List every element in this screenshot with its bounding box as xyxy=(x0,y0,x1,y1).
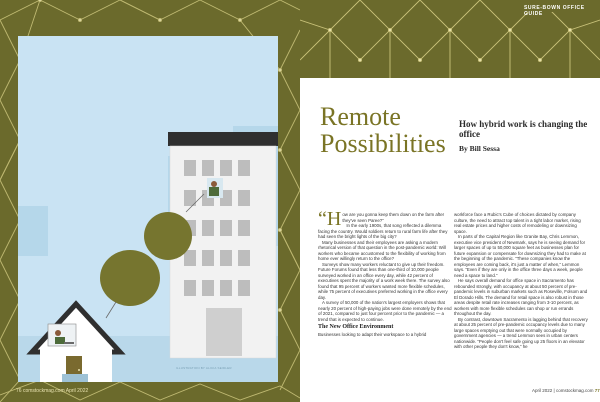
body-column-1 xyxy=(318,208,453,337)
folio-right: April 2022 | comstockmag.com 77 xyxy=(532,388,600,393)
body-paragraph: He says overall demand for office space in Sacramento has rebounded strongly, with occupancy at about 50 percent of pre-pandemic levels in suburban markets such as Roseville, Folsom and El Dorado Hills. The demand for retail space is also robust in those areas despite retail rate increases ranging from 3-10 percent, as workers with more flexible schedules can shop or run errands throughout the day. xyxy=(454,278,588,316)
page-number: 77 xyxy=(594,388,600,393)
office-worker-figure xyxy=(207,178,223,198)
office-and-house-illustration xyxy=(18,36,278,382)
folio-left: 76 comstockmag.com April 2022 xyxy=(16,388,89,394)
illustration-panel xyxy=(18,36,278,382)
subhead: The New Office Environment xyxy=(318,324,394,330)
body-paragraph: workforce face a Rubic's Cube of choices dictated by company culture, the need to attract top talent in a tight labor market, rising real estate prices and higher costs of remodeling or downsizing space. xyxy=(454,212,581,234)
headline-line-2: Possibilities xyxy=(320,129,446,158)
body-paragraph: Many businesses and their employees are asking a modern rhetorical version of that question in the post-pandemic world: Will workers who became accustomed to the flexibility of working from home ever willingly return to the office? xyxy=(318,239,446,261)
lead-text: ow are you gonna keep them down on the farm after they've seen Paree?” xyxy=(342,212,445,223)
body-paragraph: A survey of 50,000 of the nation's largest employers shows that nearly 20 percent of high-paying jobs were done remotely by the end of 2021, compared to just four percent prior to the pandemic — a trend that is expected to continue. xyxy=(318,300,452,322)
body-paragraph: In parts of the Capital Region like Granite Bay, Chris Lemmon, executive vice president of Newmark, says he is seeing demand for larger spaces of up to 50,000 square feet as businesses plan for future expansion or compensate for downsizing they had to make at the beginning of the pandemic. “These companies know the employees are coming back, it's just a matter of when,” Lemmon says. “Even if they are only in the office three days a week, people need a space to land.” xyxy=(454,234,586,278)
article-dek: How hybrid work is changing the office xyxy=(459,119,588,139)
body-paragraph: In the early 1900s, that song reflected a dilemma facing the country. Would soldiers return to rural farm life after they had seen the bright lights of the big city? xyxy=(318,223,448,239)
sidewalk xyxy=(62,374,88,382)
right-page xyxy=(300,0,600,402)
folio-date: April 2022 xyxy=(532,388,553,393)
drop-cap: “H xyxy=(318,208,342,230)
house xyxy=(32,304,120,382)
illustration-credit: ILLUSTRATION BY ALICIA SEIDLER xyxy=(176,366,232,370)
headline xyxy=(320,103,446,157)
folio-site: comstockmag.com xyxy=(555,388,594,393)
body-paragraph: Businesses looking to adapt their workspace to a hybrid xyxy=(318,331,427,337)
lead-paragraph xyxy=(318,208,453,230)
headline-line-1: Remote xyxy=(320,102,401,131)
byline: By Bill Sessa xyxy=(459,144,500,153)
body-column-2 xyxy=(454,212,589,350)
body-paragraph: Surveys show many workers reluctant to give up their freedom. Future Forums found that less than one-third of 10,000 people surveyed worked in an office every day, while 42 percent of executives spent the majority of a work week there. The survey also found that 95 percent of workers wanted more flexible schedules, while 75 percent of executives preferred working in the office every day. xyxy=(318,261,450,300)
body-paragraph: By contrast, downtown Sacramento is lagging behind that recovery at about 25 percent of pre-pandemic occupancy levels due to many large spaces emptying out that were normally occupied by government agencies — a trend Lemmon sees in urban centers nationwide. “People don't feel safe going up 25 floors in an elevator with other people they don't know,” he xyxy=(454,316,588,349)
section-tag: SURE-BOWN OFFICE GUIDE xyxy=(524,5,585,17)
background-building xyxy=(18,206,48,256)
